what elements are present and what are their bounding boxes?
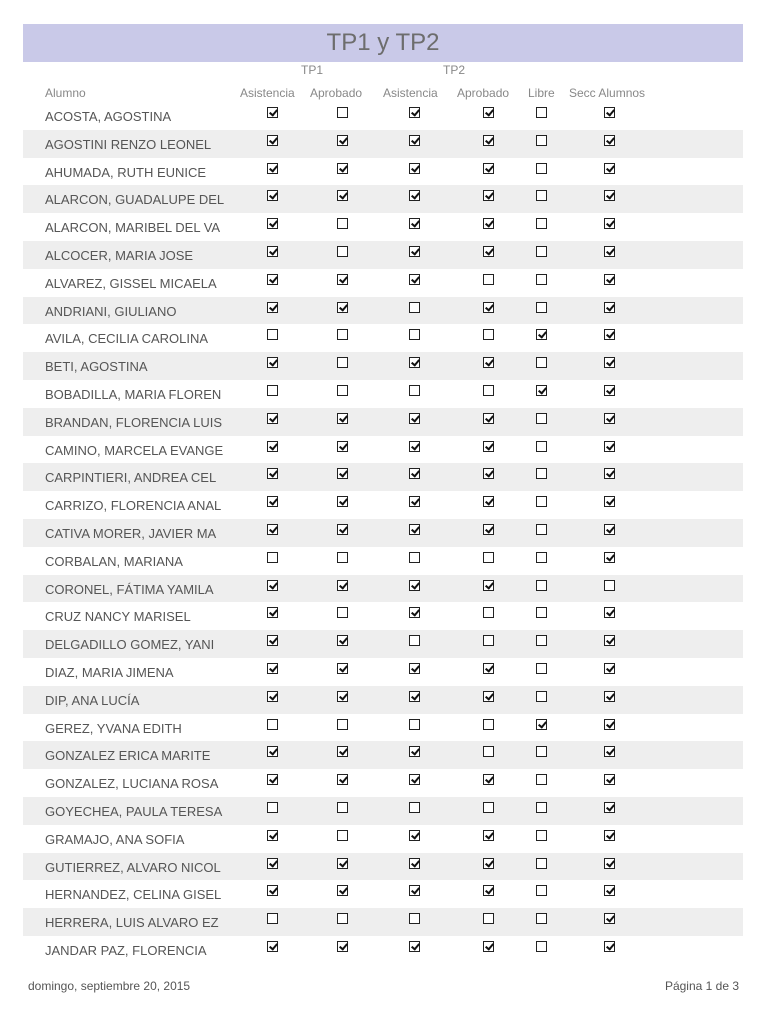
tp2-aprobado-checkbox — [483, 746, 494, 757]
student-name: BOBADILLA, MARIA FLOREN — [45, 386, 222, 402]
tp2-aprobado-checkbox — [483, 913, 494, 924]
tp2-aprobado-checkbox — [483, 635, 494, 646]
table-row — [23, 241, 743, 269]
tp1-asistencia-checkbox — [267, 357, 278, 368]
tp1-aprobado-checkbox — [337, 746, 348, 757]
tp1-aprobado-checkbox — [337, 885, 348, 896]
table-row — [23, 491, 743, 519]
student-name: ALARCON, MARIBEL DEL VA — [45, 220, 221, 236]
tp2-aprobado-checkbox — [483, 274, 494, 285]
table-row — [23, 436, 743, 464]
table-row — [23, 741, 743, 769]
tp1-aprobado-checkbox — [337, 858, 348, 869]
group-header-tp2: TP2 — [442, 63, 465, 77]
libre-checkbox — [536, 580, 547, 591]
tp2-aprobado-checkbox — [483, 413, 494, 424]
secc-alumnos-checkbox — [604, 691, 615, 702]
tp1-asistencia-checkbox — [267, 774, 278, 785]
tp1-asistencia-checkbox — [267, 135, 278, 146]
libre-checkbox — [536, 163, 547, 174]
libre-checkbox — [536, 746, 547, 757]
tp1-asistencia-checkbox — [267, 302, 278, 313]
table-row — [23, 575, 743, 603]
tp2-asistencia-checkbox — [409, 607, 420, 618]
libre-checkbox — [536, 496, 547, 507]
tp2-aprobado-checkbox — [483, 774, 494, 785]
secc-alumnos-checkbox — [604, 302, 615, 313]
secc-alumnos-checkbox — [604, 246, 615, 257]
libre-checkbox — [536, 719, 547, 730]
tp2-aprobado-checkbox — [483, 691, 494, 702]
tp1-aprobado-checkbox — [337, 385, 348, 396]
tp2-aprobado-checkbox — [483, 357, 494, 368]
student-name: DELGADILLO GOMEZ, YANI — [45, 637, 215, 653]
student-name: ACOSTA, AGOSTINA — [45, 109, 172, 124]
table-row — [23, 602, 743, 630]
student-name: HERNANDEZ, CELINA GISEL — [45, 887, 222, 903]
tp2-asistencia-checkbox — [409, 802, 420, 813]
tp2-aprobado-checkbox — [483, 218, 494, 229]
tp2-asistencia-checkbox — [409, 329, 420, 340]
libre-checkbox — [536, 885, 547, 896]
tp2-aprobado-checkbox — [483, 580, 494, 591]
secc-alumnos-checkbox — [604, 496, 615, 507]
tp2-aprobado-checkbox — [483, 385, 494, 396]
tp2-aprobado-checkbox — [483, 858, 494, 869]
tp1-aprobado-checkbox — [337, 190, 348, 201]
table-row — [23, 269, 743, 297]
table-row — [23, 547, 743, 575]
tp2-asistencia-checkbox — [409, 163, 420, 174]
secc-alumnos-checkbox — [604, 607, 615, 618]
secc-alumnos-checkbox — [604, 913, 615, 924]
student-name: BRANDAN, FLORENCIA LUIS — [45, 414, 222, 430]
student-name: CORONEL, FÁTIMA YAMILA — [45, 581, 214, 597]
column-header-tp2-asistencia: Asistencia — [383, 86, 438, 100]
tp2-aprobado-checkbox — [483, 468, 494, 479]
tp2-aprobado-checkbox — [483, 329, 494, 340]
libre-checkbox — [536, 913, 547, 924]
tp2-asistencia-checkbox — [409, 413, 420, 424]
table-row — [23, 658, 743, 686]
secc-alumnos-checkbox — [604, 413, 615, 424]
tp2-asistencia-checkbox — [409, 552, 420, 563]
table-row — [23, 380, 743, 408]
libre-checkbox — [536, 441, 547, 452]
tp1-aprobado-checkbox — [337, 774, 348, 785]
libre-checkbox — [536, 663, 547, 674]
secc-alumnos-checkbox — [604, 441, 615, 452]
student-name: GONZALEZ, LUCIANA ROSA — [45, 776, 219, 792]
tp1-asistencia-checkbox — [267, 163, 278, 174]
tp1-asistencia-checkbox — [267, 691, 278, 702]
secc-alumnos-checkbox — [604, 135, 615, 146]
tp2-asistencia-checkbox — [409, 218, 420, 229]
column-header-tp1-asistencia: Asistencia — [240, 86, 295, 100]
footer-date: domingo, septiembre 20, 2015 — [28, 979, 191, 993]
tp1-aprobado-checkbox — [337, 413, 348, 424]
tp1-aprobado-checkbox — [337, 913, 348, 924]
libre-checkbox — [536, 802, 547, 813]
student-name: ALCOCER, MARIA JOSE — [45, 247, 194, 263]
tp2-asistencia-checkbox — [409, 357, 420, 368]
tp1-asistencia-checkbox — [267, 913, 278, 924]
tp1-asistencia-checkbox — [267, 580, 278, 591]
tp2-asistencia-checkbox — [409, 524, 420, 535]
tp2-aprobado-checkbox — [483, 302, 494, 313]
tp2-asistencia-checkbox — [409, 135, 420, 146]
tp2-asistencia-checkbox — [409, 691, 420, 702]
tp1-asistencia-checkbox — [267, 858, 278, 869]
secc-alumnos-checkbox — [604, 107, 615, 118]
tp2-asistencia-checkbox — [409, 941, 420, 952]
tp1-asistencia-checkbox — [267, 218, 278, 229]
tp1-asistencia-checkbox — [267, 441, 278, 452]
student-name: CAMINO, MARCELA EVANGE — [45, 442, 224, 458]
libre-checkbox — [536, 858, 547, 869]
libre-checkbox — [536, 190, 547, 201]
tp1-asistencia-checkbox — [267, 329, 278, 340]
student-name: HERRERA, LUIS ALVARO EZ — [45, 915, 219, 931]
tp1-aprobado-checkbox — [337, 302, 348, 313]
tp1-aprobado-checkbox — [337, 107, 348, 118]
secc-alumnos-checkbox — [604, 663, 615, 674]
table-row — [23, 324, 743, 352]
student-name: AVILA, CECILIA CAROLINA — [45, 331, 209, 347]
tp2-aprobado-checkbox — [483, 663, 494, 674]
tp1-aprobado-checkbox — [337, 802, 348, 813]
tp2-asistencia-checkbox — [409, 190, 420, 201]
tp1-asistencia-checkbox — [267, 552, 278, 563]
student-name: ALVAREZ, GISSEL MICAELA — [45, 275, 217, 291]
secc-alumnos-checkbox — [604, 858, 615, 869]
tp1-aprobado-checkbox — [337, 941, 348, 952]
tp2-asistencia-checkbox — [409, 774, 420, 785]
tp1-asistencia-checkbox — [267, 246, 278, 257]
tp1-aprobado-checkbox — [337, 468, 348, 479]
tp2-aprobado-checkbox — [483, 135, 494, 146]
tp2-asistencia-checkbox — [409, 580, 420, 591]
secc-alumnos-checkbox — [604, 580, 615, 591]
student-name: CRUZ NANCY MARISEL — [45, 609, 191, 625]
tp2-asistencia-checkbox — [409, 496, 420, 507]
student-name: CATIVA MORER, JAVIER MA — [45, 525, 217, 541]
tp1-aprobado-checkbox — [337, 552, 348, 563]
tp1-aprobado-checkbox — [337, 246, 348, 257]
tp2-asistencia-checkbox — [409, 830, 420, 841]
student-name: GOYECHEA, PAULA TERESA — [45, 803, 223, 819]
libre-checkbox — [536, 635, 547, 646]
tp2-asistencia-checkbox — [409, 441, 420, 452]
tp2-aprobado-checkbox — [483, 802, 494, 813]
tp2-aprobado-checkbox — [483, 830, 494, 841]
tp1-asistencia-checkbox — [267, 830, 278, 841]
tp2-asistencia-checkbox — [409, 385, 420, 396]
tp1-aprobado-checkbox — [337, 691, 348, 702]
tp1-aprobado-checkbox — [337, 163, 348, 174]
tp1-aprobado-checkbox — [337, 635, 348, 646]
libre-checkbox — [536, 107, 547, 118]
secc-alumnos-checkbox — [604, 218, 615, 229]
student-name: CARPINTIERI, ANDREA CEL — [45, 470, 217, 486]
secc-alumnos-checkbox — [604, 830, 615, 841]
tp1-asistencia-checkbox — [267, 107, 278, 118]
table-row — [23, 185, 743, 213]
tp2-aprobado-checkbox — [483, 441, 494, 452]
tp2-aprobado-checkbox — [483, 163, 494, 174]
table-row — [23, 686, 743, 714]
tp1-asistencia-checkbox — [267, 607, 278, 618]
student-name: BETI, AGOSTINA — [45, 359, 148, 375]
tp2-aprobado-checkbox — [483, 552, 494, 563]
tp1-aprobado-checkbox — [337, 274, 348, 285]
tp2-asistencia-checkbox — [409, 635, 420, 646]
libre-checkbox — [536, 218, 547, 229]
libre-checkbox — [536, 830, 547, 841]
tp2-asistencia-checkbox — [409, 913, 420, 924]
student-name: AHUMADA, RUTH EUNICE — [45, 164, 207, 180]
libre-checkbox — [536, 357, 547, 368]
tp1-asistencia-checkbox — [267, 468, 278, 479]
table-row — [23, 463, 743, 491]
table-row — [23, 352, 743, 380]
table-row — [23, 130, 743, 158]
column-header-tp2-aprobado: Aprobado — [457, 86, 510, 100]
column-header-alumno: Alumno — [45, 86, 86, 100]
tp2-aprobado-checkbox — [483, 719, 494, 730]
tp1-aprobado-checkbox — [337, 607, 348, 618]
table-row — [23, 769, 743, 797]
secc-alumnos-checkbox — [604, 190, 615, 201]
tp2-asistencia-checkbox — [409, 107, 420, 118]
secc-alumnos-checkbox — [604, 163, 615, 174]
tp2-aprobado-checkbox — [483, 941, 494, 952]
tp1-aprobado-checkbox — [337, 496, 348, 507]
tp2-aprobado-checkbox — [483, 496, 494, 507]
table-row — [23, 630, 743, 658]
tp1-asistencia-checkbox — [267, 719, 278, 730]
footer-page-number: Página 1 de 3 — [664, 979, 739, 993]
tp1-asistencia-checkbox — [267, 746, 278, 757]
libre-checkbox — [536, 524, 547, 535]
column-header-libre: Libre — [528, 86, 555, 100]
tp1-aprobado-checkbox — [337, 524, 348, 535]
tp1-asistencia-checkbox — [267, 524, 278, 535]
libre-checkbox — [536, 385, 547, 396]
secc-alumnos-checkbox — [604, 329, 615, 340]
tp1-asistencia-checkbox — [267, 413, 278, 424]
tp1-asistencia-checkbox — [267, 635, 278, 646]
student-name: CARRIZO, FLORENCIA ANAL — [45, 498, 222, 514]
libre-checkbox — [536, 329, 547, 340]
libre-checkbox — [536, 302, 547, 313]
tp1-aprobado-checkbox — [337, 218, 348, 229]
libre-checkbox — [536, 274, 547, 285]
tp1-asistencia-checkbox — [267, 802, 278, 813]
table-row — [23, 297, 743, 325]
report-title: TP1 y TP2 — [23, 24, 743, 62]
libre-checkbox — [536, 552, 547, 563]
tp1-aprobado-checkbox — [337, 357, 348, 368]
group-header-tp1: TP1 — [300, 63, 323, 77]
tp2-aprobado-checkbox — [483, 190, 494, 201]
tp1-asistencia-checkbox — [267, 941, 278, 952]
tp1-asistencia-checkbox — [267, 496, 278, 507]
student-name: ANDRIANI, GIULIANO — [45, 303, 177, 319]
column-header-tp1-aprobado: Aprobado — [310, 86, 363, 100]
libre-checkbox — [536, 774, 547, 785]
table-row — [23, 714, 743, 742]
secc-alumnos-checkbox — [604, 524, 615, 535]
tp1-asistencia-checkbox — [267, 663, 278, 674]
tp1-aprobado-checkbox — [337, 663, 348, 674]
secc-alumnos-checkbox — [604, 274, 615, 285]
secc-alumnos-checkbox — [604, 774, 615, 785]
tp2-aprobado-checkbox — [483, 524, 494, 535]
tp1-aprobado-checkbox — [337, 830, 348, 841]
tp1-aprobado-checkbox — [337, 329, 348, 340]
table-row — [23, 880, 743, 908]
libre-checkbox — [536, 941, 547, 952]
table-row — [23, 408, 743, 436]
table-row — [23, 102, 743, 130]
secc-alumnos-checkbox — [604, 746, 615, 757]
tp1-asistencia-checkbox — [267, 274, 278, 285]
table-row — [23, 797, 743, 825]
tp2-asistencia-checkbox — [409, 274, 420, 285]
table-row — [23, 825, 743, 853]
student-name: CORBALAN, MARIANA — [45, 553, 183, 569]
tp1-aprobado-checkbox — [337, 441, 348, 452]
tp2-asistencia-checkbox — [409, 719, 420, 730]
student-name: ALARCON, GUADALUPE DEL — [45, 192, 225, 208]
tp2-asistencia-checkbox — [409, 746, 420, 757]
table-row — [23, 853, 743, 881]
libre-checkbox — [536, 468, 547, 479]
libre-checkbox — [536, 413, 547, 424]
student-name: JANDAR PAZ, FLORENCIA — [45, 942, 207, 958]
libre-checkbox — [536, 607, 547, 618]
secc-alumnos-checkbox — [604, 357, 615, 368]
column-header-secc-alumnos: Secc Alumnos — [569, 86, 646, 100]
secc-alumnos-checkbox — [604, 885, 615, 896]
tp2-asistencia-checkbox — [409, 246, 420, 257]
tp1-asistencia-checkbox — [267, 885, 278, 896]
libre-checkbox — [536, 246, 547, 257]
secc-alumnos-checkbox — [604, 385, 615, 396]
student-name: DIP, ANA LUCÍA — [45, 692, 140, 708]
tp2-asistencia-checkbox — [409, 302, 420, 313]
table-row — [23, 213, 743, 241]
table-row — [23, 519, 743, 547]
student-name: GRAMAJO, ANA SOFIA — [45, 831, 185, 847]
tp1-aprobado-checkbox — [337, 135, 348, 146]
table-row — [23, 908, 743, 936]
tp2-asistencia-checkbox — [409, 468, 420, 479]
student-table — [23, 102, 743, 964]
tp2-aprobado-checkbox — [483, 885, 494, 896]
secc-alumnos-checkbox — [604, 468, 615, 479]
tp2-asistencia-checkbox — [409, 885, 420, 896]
secc-alumnos-checkbox — [604, 719, 615, 730]
student-name: GUTIERREZ, ALVARO NICOL — [45, 859, 221, 875]
tp1-asistencia-checkbox — [267, 385, 278, 396]
tp2-aprobado-checkbox — [483, 246, 494, 257]
table-row — [23, 936, 743, 964]
tp2-asistencia-checkbox — [409, 663, 420, 674]
secc-alumnos-checkbox — [604, 635, 615, 646]
tp2-aprobado-checkbox — [483, 607, 494, 618]
tp1-asistencia-checkbox — [267, 190, 278, 201]
student-name: GONZALEZ ERICA MARITE — [45, 748, 211, 764]
student-name: AGOSTINI RENZO LEONEL — [45, 136, 212, 152]
student-name: GEREZ, YVANA EDITH — [45, 720, 182, 736]
tp2-aprobado-checkbox — [483, 107, 494, 118]
secc-alumnos-checkbox — [604, 552, 615, 563]
libre-checkbox — [536, 135, 547, 146]
tp1-aprobado-checkbox — [337, 719, 348, 730]
tp1-aprobado-checkbox — [337, 580, 348, 591]
secc-alumnos-checkbox — [604, 802, 615, 813]
libre-checkbox — [536, 691, 547, 702]
secc-alumnos-checkbox — [604, 941, 615, 952]
table-row — [23, 158, 743, 186]
tp2-asistencia-checkbox — [409, 858, 420, 869]
student-name: DIAZ, MARIA JIMENA — [45, 664, 174, 680]
